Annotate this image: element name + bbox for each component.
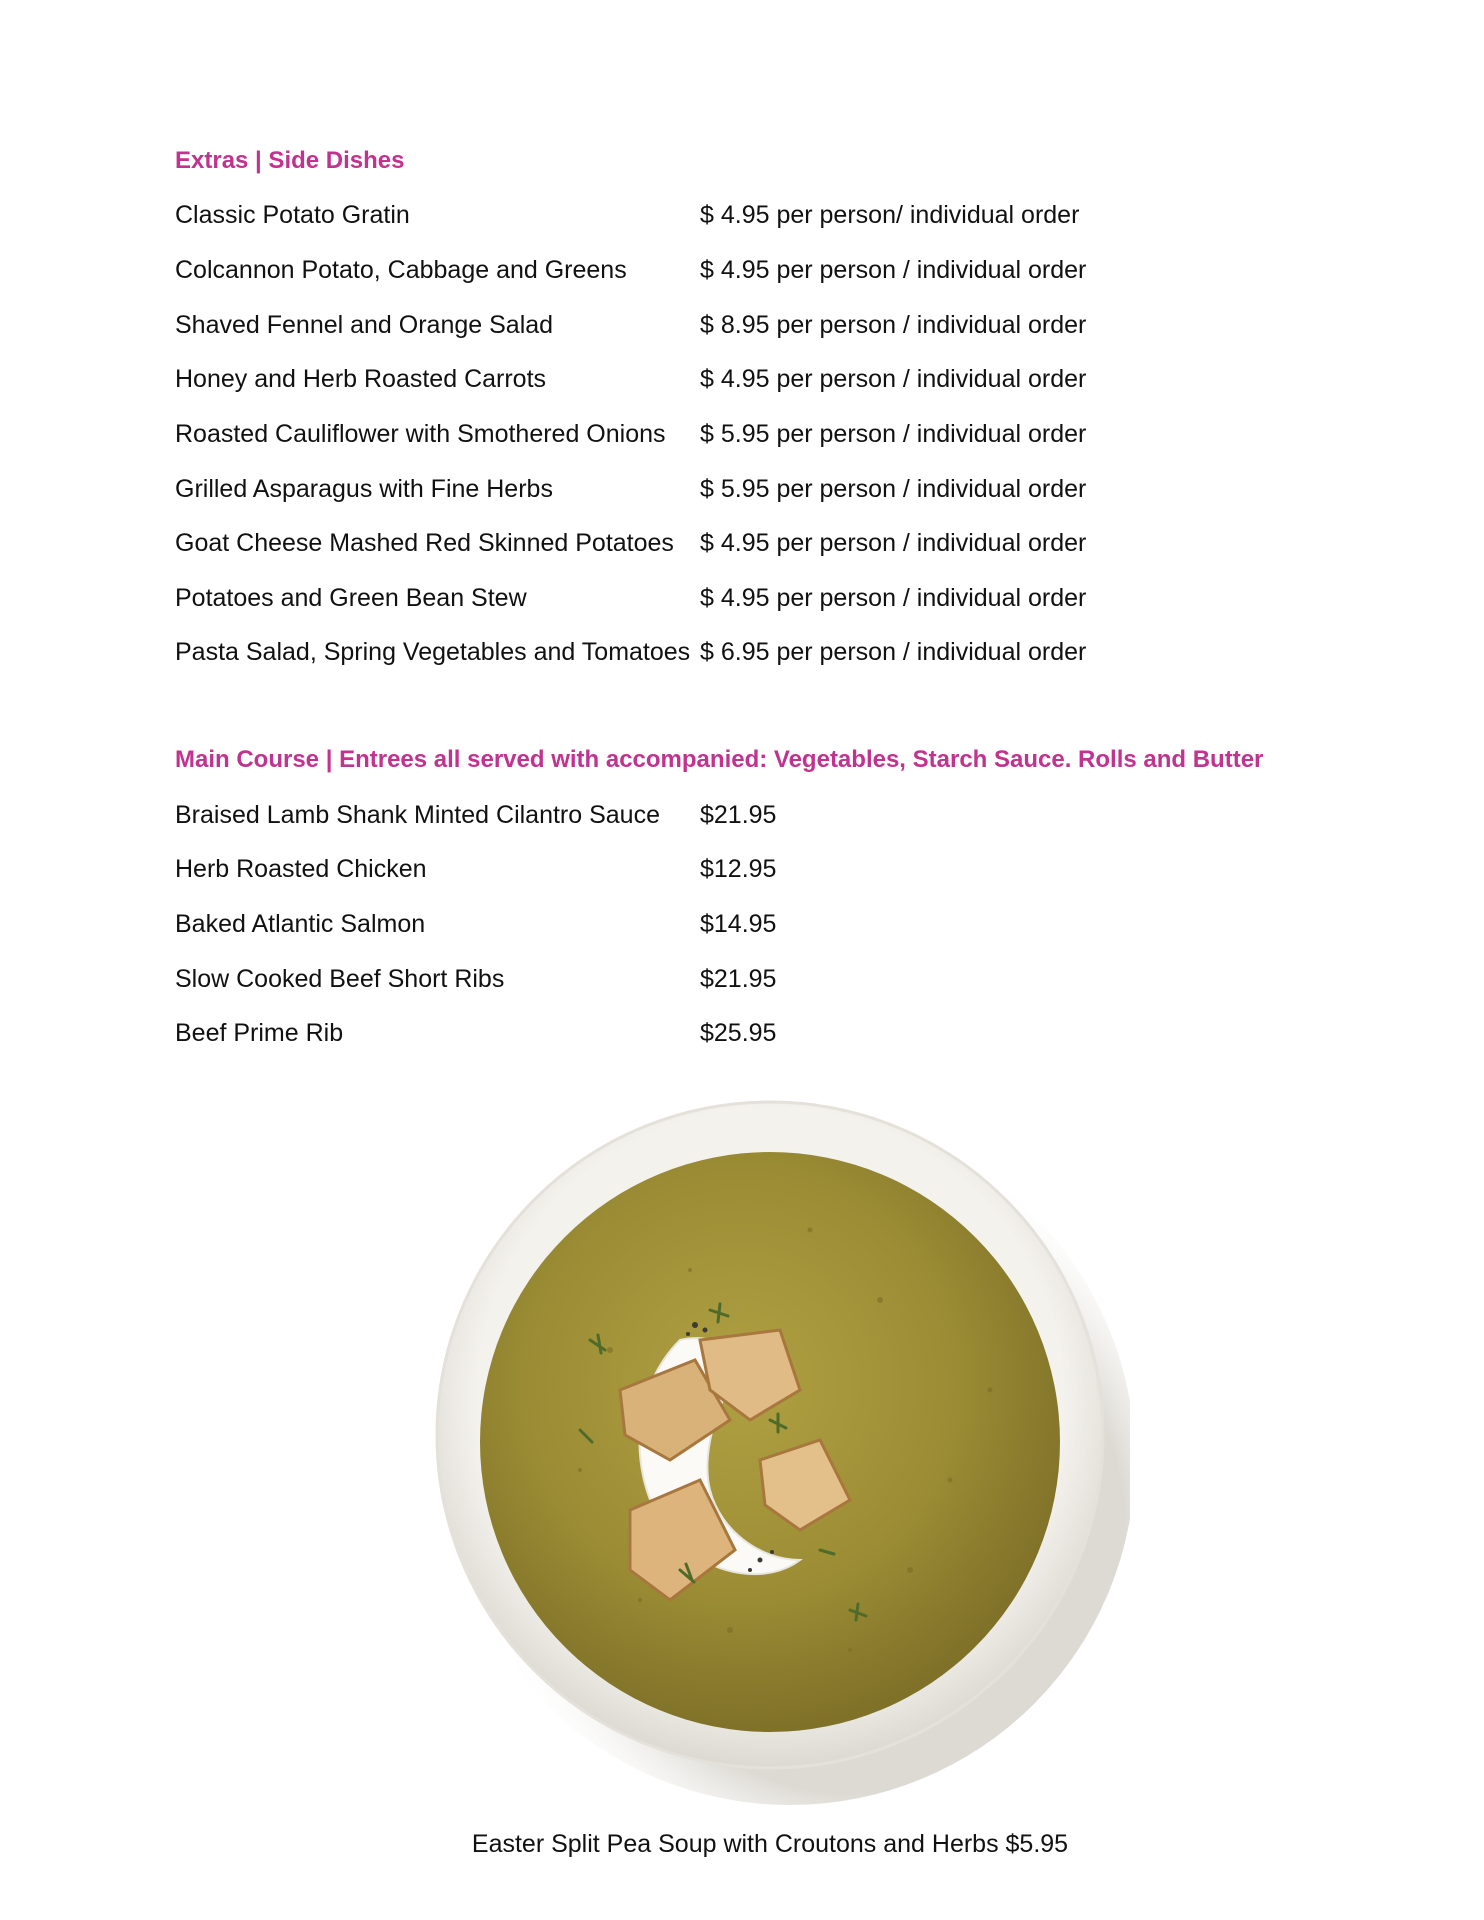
- entree-name: Baked Atlantic Salmon: [175, 910, 426, 938]
- entree-row: [175, 964, 1175, 994]
- entree-price: $21.95: [700, 965, 777, 993]
- entree-name: Braised Lamb Shank Minted Cilantro Sauce: [175, 801, 660, 829]
- soup-photo: [430, 1090, 1130, 1810]
- side-dish-price: $ 8.95 per person / individual order: [700, 311, 1087, 339]
- side-dish-row: [175, 474, 1175, 504]
- entree-row: [175, 909, 1175, 939]
- side-dish-row: [175, 528, 1175, 558]
- entree-row: [175, 800, 1175, 830]
- mains-heading: Main Course | Entrees all served with accompanied: Vegetables, Starch Sauce. Rolls and Butter: [175, 746, 1264, 773]
- side-dish-row: [175, 200, 1175, 230]
- side-dish-price: $ 6.95 per person / individual order: [700, 638, 1087, 666]
- sides-heading: Extras | Side Dishes: [175, 147, 405, 174]
- entree-name: Herb Roasted Chicken: [175, 855, 427, 883]
- soup-surface: [480, 1152, 1060, 1732]
- featured-soup-caption: Easter Split Pea Soup with Croutons and Herbs $5.95: [471, 1830, 1069, 1858]
- side-dish-name: Roasted Cauliflower with Smothered Onions: [175, 420, 666, 448]
- side-dish-price: $ 4.95 per person/ individual order: [700, 201, 1080, 229]
- soup-bowl-illustration: [430, 1090, 1130, 1810]
- side-dish-name: Honey and Herb Roasted Carrots: [175, 365, 547, 393]
- entree-price: $25.95: [700, 1019, 777, 1047]
- entree-price: $14.95: [700, 910, 777, 938]
- side-dish-row: [175, 255, 1175, 285]
- side-dish-name: Goat Cheese Mashed Red Skinned Potatoes: [175, 529, 674, 557]
- side-dish-price: $ 5.95 per person / individual order: [700, 475, 1087, 503]
- entree-row: [175, 1018, 1175, 1048]
- side-dish-row: [175, 364, 1175, 394]
- side-dish-row: [175, 583, 1175, 613]
- side-dish-price: $ 5.95 per person / individual order: [700, 420, 1087, 448]
- entree-name: Slow Cooked Beef Short Ribs: [175, 965, 505, 993]
- side-dish-price: $ 4.95 per person / individual order: [700, 256, 1087, 284]
- side-dish-price: $ 4.95 per person / individual order: [700, 365, 1087, 393]
- entree-row: [175, 854, 1175, 884]
- side-dish-price: $ 4.95 per person / individual order: [700, 584, 1087, 612]
- side-dish-name: Colcannon Potato, Cabbage and Greens: [175, 256, 627, 284]
- side-dish-name: Shaved Fennel and Orange Salad: [175, 311, 554, 339]
- side-dish-name: Potatoes and Green Bean Stew: [175, 584, 527, 612]
- side-dish-name: Classic Potato Gratin: [175, 201, 410, 229]
- side-dish-row: [175, 419, 1175, 449]
- entree-price: $12.95: [700, 855, 777, 883]
- side-dish-name: Pasta Salad, Spring Vegetables and Tomatoes: [175, 638, 691, 666]
- side-dish-row: [175, 310, 1175, 340]
- entree-price: $21.95: [700, 801, 777, 829]
- entree-name: Beef Prime Rib: [175, 1019, 344, 1047]
- side-dish-price: $ 4.95 per person / individual order: [700, 529, 1087, 557]
- side-dish-name: Grilled Asparagus with Fine Herbs: [175, 475, 553, 503]
- side-dish-row: [175, 637, 1175, 667]
